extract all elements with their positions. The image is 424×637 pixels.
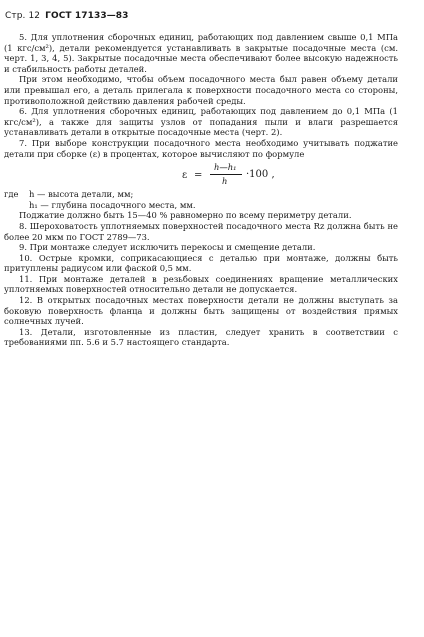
formula-epsilon: ε	[182, 170, 188, 182]
document-body	[4, 32, 398, 348]
paragraph-7: 7. При выборе конструкции посадочного места необходимо учитывать поджатие детали при сборке (ε) в процентах, которое вычисляют по формуле	[4, 137, 398, 159]
where-label: где	[4, 189, 19, 200]
standard-code: ГОСТ 17133—83	[45, 11, 129, 21]
paragraph-11: 11. При монтаже деталей в резьбовых соединениях вращение металлических уплотняемых поверхностей относительно детали не допускается.	[4, 273, 398, 295]
definition-h-text: h — высота детали, мм;	[29, 189, 134, 200]
definition-h1-text: h₁ — глубина посадочного места, мм.	[29, 199, 196, 210]
formula-numerator: h—h₁	[214, 162, 237, 173]
formula-multiplier: ·100 ,	[246, 169, 275, 181]
definition-h1	[4, 200, 398, 211]
formula-denominator: h	[222, 176, 228, 187]
formula	[4, 159, 398, 189]
definition-h	[4, 189, 398, 200]
paragraph-5: 5. Для уплотнения сборочных единиц, работающих под давлением свыше 0,1 МПа (1 кгс/см²), детали рекомендуется устанавливать в закрытые посадочные места (см. черт. 1, 3, 4, 5). Закрытые посадочные места обеспечивают более высокую надежность и стабильность работы деталей.	[4, 32, 398, 74]
paragraph-9: 9. При монтаже следует исключить перекосы и смещение детали.	[19, 242, 316, 253]
paragraph-10: 10. Острые кромки, соприкасающиеся с деталью при монтаже, должны быть притуплены радиусом или фаской 0,5 мм.	[4, 252, 398, 274]
paragraph-8: 8. Шероховатость уплотняемых поверхностей посадочного места Rz должна быть не более 20 мкм по ГОСТ 2789—73.	[4, 220, 398, 242]
paragraph-6: 6. Для уплотнения сборочных единиц, работающих под давлением до 0,1 МПа (1 кгс/см²), а также для защиты узлов от попадания пыли и влаги разрешается устанавливать детали в открытые посадочные места (черт. 2).	[4, 106, 398, 138]
paragraph-5-continued: При этом необходимо, чтобы объем посадочного места был равен объему детали или превышал его, а деталь прилегала к поверхности посадочного места со стороны, противоположной действию давления рабочей среды.	[4, 74, 398, 106]
page-number: Стр. 12	[5, 11, 41, 21]
formula-equals: =	[194, 170, 203, 182]
paragraph-compression: Поджатие должно быть 15—40 % равномерно по всему периметру детали.	[19, 210, 352, 221]
paragraph-13: 13. Детали, изготовленные из пластин, следует хранить в соответствии с требованиями пп. 5.6 и 5.7 настоящего стандарта.	[4, 326, 398, 348]
page-header	[5, 11, 129, 21]
paragraph-12: 12. В открытых посадочных местах поверхности детали не должны выступать за боковую поверхность фланца и должны быть защищены от воздействия прямых солнечных лучей.	[4, 295, 398, 327]
formula-fraction-bar	[210, 174, 242, 175]
